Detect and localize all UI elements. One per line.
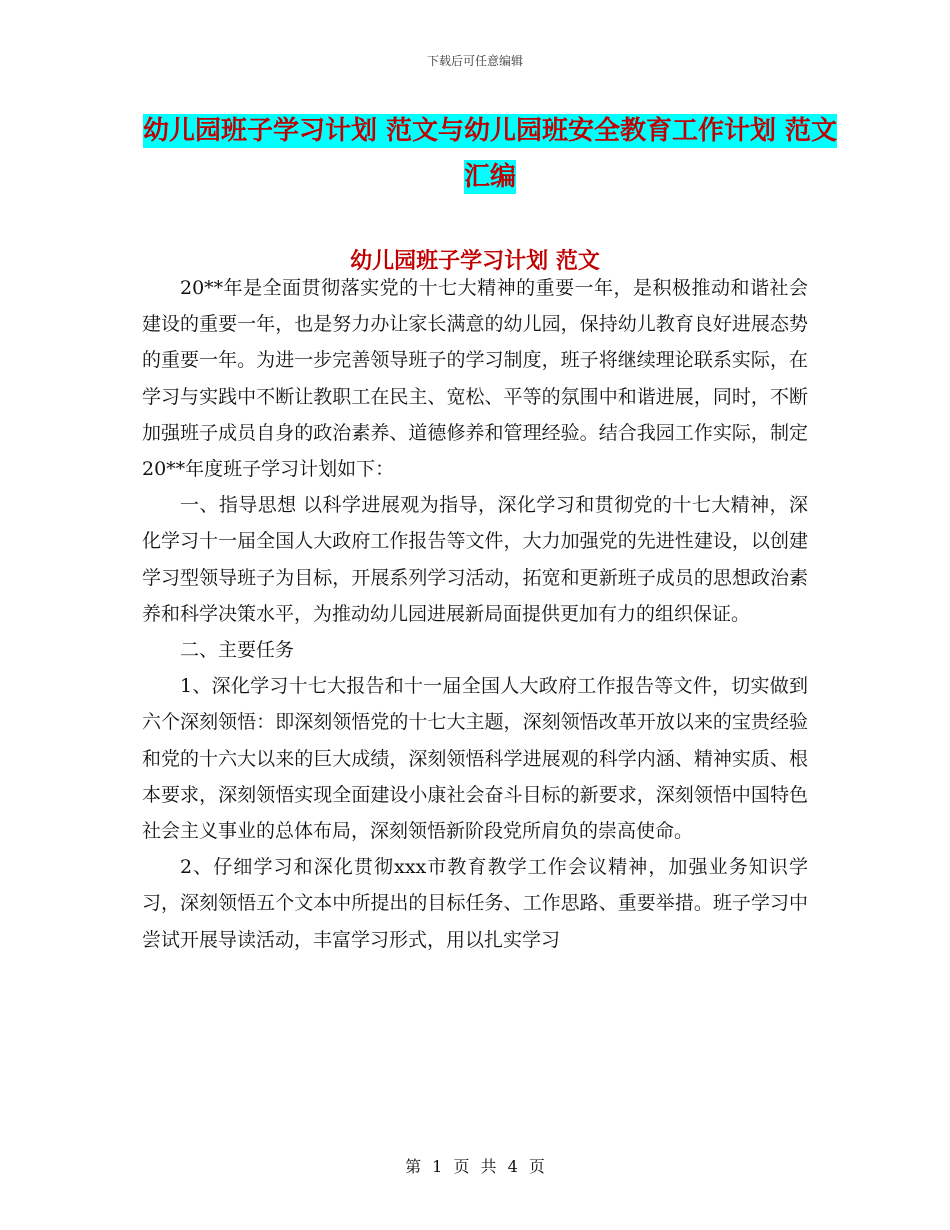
paragraph: 20**年是全面贯彻落实党的十七大精神的重要一年，是积极推动和谐社会建设的重要一年，也是努力办让家长满意的幼儿园，保持幼儿教育良好进展态势的重要一年。为进一步完善领导班子的学习制度，班子将继续理论联系实际，在学习与实践中不断让教职工在民主、宽松、平等的氛围中和谐进展，同时，不断加强班子成员自身的政治素养、道德修养和管理经验。结合我园工作实际，制定20**年度班子学习计划如下： [142, 277, 808, 481]
paragraph: 1、深化学习十七大报告和十一届全国人大政府工作报告等文件，切实做到六个深刻领悟：即深刻领悟党的十七大主题，深刻领悟改革开放以来的宝贵经验和党的十六大以来的巨大成绩，深刻领悟科学进展观的科学内涵、精神实质、根本要求，深刻领悟实现全面建设小康社会奋斗目标的新要求，深刻领悟中国特色社会主义事业的总体布局，深刻领悟新阶段党所肩负的崇高使命。 [142, 675, 808, 843]
paragraph: 一、指导思想 以科学进展观为指导，深化学习和贯彻党的十七大精神，深化学习十一届全国人大政府工作报告等文件，大力加强党的先进性建设，以创建学习型领导班子为目标，开展系列学习活动，拓宽和更新班子成员的思想政治素养和科学决策水平，为推动幼儿园进展新局面提供更加有力的组织保证。 [142, 494, 808, 625]
document-title-text: 幼儿园班子学习计划 范文与幼儿园班安全教育工作计划 范文汇编 [142, 116, 838, 192]
document-title [140, 108, 840, 200]
section-title: 幼儿园班子学习计划 范文 [350, 248, 600, 274]
page-footer: 第 1 页 共 4 页 [405, 1157, 545, 1176]
header-note: 下载后可任意编辑 [426, 54, 523, 68]
document-body [142, 270, 808, 958]
paragraph: 二、主要任务 [180, 639, 295, 662]
paragraph: 2、仔细学习和深化贯彻xxx市教育教学工作会议精神，加强业务知识学习，深刻领悟五个文本中所提出的目标任务、工作思路、重要举措。班子学习中尝试开展导读活动，丰富学习形式，用以扎实学习 [142, 856, 808, 951]
